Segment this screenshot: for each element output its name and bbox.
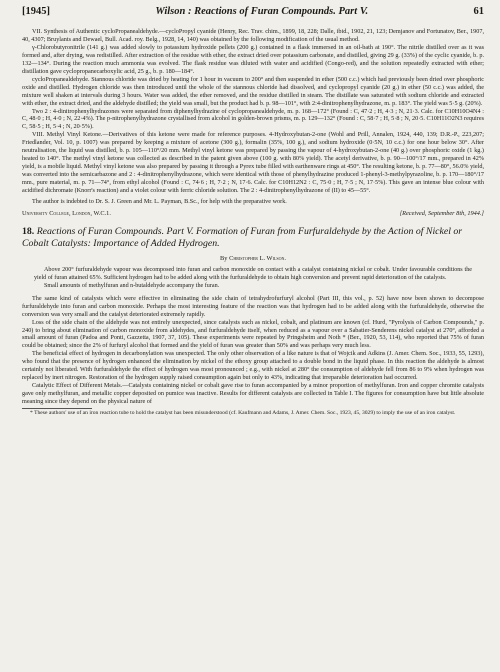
article-title	[22, 226, 484, 251]
header-year: [1945]	[22, 6, 50, 17]
article-footer	[22, 209, 484, 218]
author-name: Christopher L. Wilson.	[229, 254, 286, 262]
abstract	[22, 267, 484, 291]
previous-article-experimental	[22, 28, 484, 206]
paragraph-dinitrophenylhydrazones: Two 2 : 4-dinitrophenylhydrazones were separated from diphenylhydrazine of cyclopropanealdehyde, m. p. 168—172° (Found : C, 47·2 ; H, 4·3 ; N, 21·3. Calc. for C10H10O4N4 : C, 48·0 ; H, 4·0 ; N, 22·4%). The p-nitrophenylhydrazone crystallised from alcohol in golden-brown prisms, m. p. 129—132° (Found : C, 58·7 ; H, 5·8 ; N, 20·5. C10H11O2N3 requires C, 58·5 ; H, 5·4 ; N, 20·5%).	[22, 107, 484, 131]
abstract-paragraph: Small amounts of methylfuran and n-butaldehyde accompany the furan.	[44, 282, 220, 289]
byline-prefix: By	[220, 254, 228, 262]
header-page-number: 61	[473, 6, 484, 17]
footnote-rule	[22, 408, 92, 409]
abstract-paragraph: Above 200° furfuraldehyde vapour was decomposed into furan and carbon monoxide on contact with a catalyst containing nickel or cobalt. Under favourable conditions the yield of furan attained 65%. Sufficient hydrogen had to be added along with the furfuraldehyde to obtain high conversion and prevent rapid deterioration of the catalysts.	[34, 266, 472, 281]
article-number: 18.	[22, 225, 35, 237]
header-running-title: Wilson : Reactions of Furan Compounds. Part V.	[155, 6, 369, 17]
body-paragraph: The beneficial effect of hydrogen in decarbonylation was unexpected. The only other observation of a like nature is that of Wojcik and Adkins (J. Amer. Chem. Soc., 1933, 55, 1293), who found that the presence of hydrogen enhanced the elimination by nickel of the ethoxy group attached to a double bond in the liquid phase. In this reaction the aldehyde is almost certainly not liberated. With furfuraldehyde the effect of hydrogen was most pronounced ; e.g., with nickel at 280° the consumption of aldehyde fell from 86 to 9% when hydrogen was replaced by inert nitrogen. Restoration of the hydrogen supply raised consumption again but only to 43%, indicating that irreparable deterioration had occurred.	[22, 350, 484, 382]
byline	[22, 255, 484, 262]
body-paragraph: The same kind of catalysts which were effective in eliminating the side chain of tetrahydrofurfuryl alcohol (Part III, this vol., p. 52) have now been shown to decompose furfuraldehyde into furan and carbon monoxide. Perhaps the most interesting feature of the reaction was that hydrogen had to be added along with the furfuraldehyde, otherwise the conversion was very small and the catalyst deteriorated extremely rapidly.	[22, 294, 484, 318]
affiliation: University College, London, W.C.1.	[22, 209, 111, 217]
paragraph-acknowledgement: The author is indebted to Dr. S. J. Green and Mr. L. Payman, B.Sc., for help with the preparative work.	[32, 198, 287, 206]
paragraph-chlorobutyronitrile: γ-Chlorobutyronitrile (141 g.) was added slowly to potassium hydroxide pellets (200 g.) contained in a flask immersed in an oil-bath at 190°. The nitrile distilled over as it was formed and, after drying, was redistilled. After extraction of the residue with ether, the extract dried over potassium carbonate, and distilled, giving 29 g. (33%) of the cyclic cyanide, b. p. 132—134°. During the reaction much ammonia was evolved. The flask residue was diluted with water and acidified (Congo-red), and the solution repeatedly extracted with ether; distillation gave cyclopropanecarboxylic acid, 25 g., b. p. 180—184°.	[22, 43, 484, 75]
footnote: * These authors' use of an iron reaction tube to hold the catalyst has been misunderstood (cf. Kaufmann and Adams, J. Amer. Chem. Soc., 1923, 45, 3029) to imply the use of an iron catalyst.	[30, 410, 456, 417]
paragraph-synthesis-cyclopropanealdehyde: VII. Synthesis of Authentic cycloPropanealdehyde.—cycloPropyl cyanide (Henry, Rec. Trav. chim., 1899, 18, 228; Dalle, ibid., 1902, 21, 123; Demjanov and Fortunatov, Ber., 1907, 40, 4307; Bruylants and Dewael, Bull. Acad. roy. Belg., 1928, 14, 140) was obtained by the following modification of the usual method.	[22, 28, 484, 43]
running-header	[22, 6, 484, 28]
article-body	[22, 295, 484, 406]
body-paragraph: Catalytic Effect of Different Metals.—Catalysts containing nickel or cobalt gave rise to furan accompanied by a minor proportion of methylfuran. Iron and copper chromite catalysts gave only methylfuran, and metallic copper deposited on pumice was inactive. Results for different catalysts are collected in Table I. The figures for consumption have but little absolute meaning since they depend on the physical nature of	[22, 382, 484, 406]
body-paragraph: Loss of the side chain of the aldehyde was not entirely unexpected, since catalysts such as nickel, cobalt, and platinum are known (cf. Hurd, "Pyrolysis of Carbon Compounds," p. 240) to bring about elimination of carbon monoxide from aldehydes, and furfuraldehyde itself, when reduced as a vapour over a Sabatier-Senderens nickel catalyst at 270°, afforded a small amount of furan (Padoa and Ponti, Gazzetta, 1907, 37, 105). These experiments were repeated by Pringsheim and Noth * (Ber., 1920, 53, 114), who reported that 75% of furan could be obtained; since the 2% of furfuryl alcohol that formed and the yield of furan was greater than 50% and was perhaps very much less.	[22, 318, 484, 350]
paragraph-cyclopropanealdehyde: cycloPropanealdehyde. Stannous chloride was dried by heating for 1 hour in vacuum to 200° and then suspended in ether (500 c.c.) which had previously been dried over phosphoric oxide and distilled. Hydrogen chloride was then introduced until the whole of the stannous chloride had dissolved, and cyclopropyl cyanide (20 g.) in ether (50 c.c.) was added, the mixture well shaken at intervals during 3 hours. Water was added, the ether removed, and the residue distilled in steam. The distillate was saturated with sodium chloride and extracted with ether, the extract dried, and the aldehyde distilled; the yield was small, but the product had b. p. 98—101°, with 2:4-dinitrophenylhydrazone, m. p. 183°. The yield was 5·5 g. (20%).	[22, 75, 484, 107]
article-title-text: Reactions of Furan Compounds. Part V. Formation of Furan from Furfuraldehyde by the Action of Nickel or Cobalt Catalysts: Importance of Added Hydrogen.	[22, 225, 463, 250]
received-date: [Received, September 8th, 1944.]	[399, 209, 484, 217]
journal-page	[22, 6, 484, 417]
paragraph-methyl-vinyl-ketone: VIII. Methyl Vinyl Ketone.—Derivatives of this ketone were made for reference purposes. 4-Hydroxybutan-2-one (Wohl and Prill, Annalen, 1924, 440, 139; D.R.-P., 223,207; Friedlander, Vol. 10, p. 1007) was prepared by keeping a mixture of acetone (300 g.), formalin (35%, 100 g.), and sodium hydroxide (0·5N, 10 c.c.) for one hour below 30°. After neutralisation, the liquid was distilled, b. p. 105—110°/20 mm. Methyl vinyl ketone was prepared by passing the vapour of 4-hydroxybutan-2-one (40 g.) over phosphoric oxide (1 kg.) heated to 140°. The methyl vinyl ketone was collected as described in the patent given above (100 g. with 80% yield). The acetyl derivative, b. p. 90—100°/17 mm., prepared in 42% yield, is a mobile liquid. Methyl vinyl ketone was also prepared by passing it through a Pyrex tube filled with earthenware rings at 450°. The resulting ketone, b. p. 77—80°, 56.0% yield, was converted into the semicarbazone and 2 : 4-dinitrophenylhydrazone, which were identical with those of phenylhydrazine produced 1-phenyl-3-methylpyrazoline, b. p. 170—180°/17 mm., pure material, m. p. 71—74°, from ethyl alcohol (Found : C, 74·6 ; H, 7·2 ; N, 17·6. Calc. for C10H12N2 : C, 75·0 ; H, 7·5 ; N, 17·5%). This gave an intense blue colour with acidified dichromate (Knorr's reaction) and a violet colour with ferric chloride solution. The 2 : 4-dinitrophenylhydrazone of (II) to 45—55°.	[22, 131, 484, 195]
